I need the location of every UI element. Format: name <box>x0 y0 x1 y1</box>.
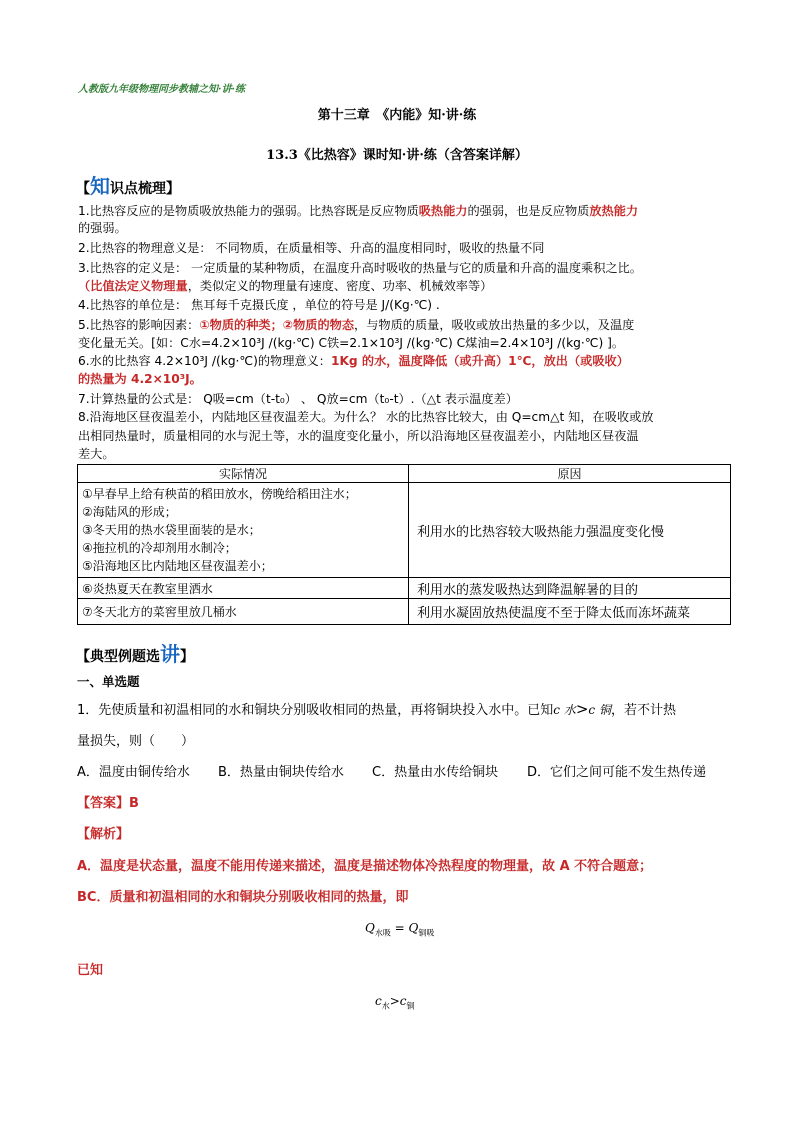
option-b: B．热量由铜块传给水 <box>218 765 344 780</box>
kp-line-4: 4.比热容的单位是： 焦耳每千克摄氏度 ，单位的符号是 J/(Kg·℃) . <box>78 298 440 312</box>
explanation-table <box>77 464 731 625</box>
kp-line-3: 3.比热容的定义是： 一定质量的某种物质，在温度升高时吸收的热量与它的质量和升高的温度乘积之比。 <box>78 261 642 275</box>
case-item: ③冬天用的热水袋里面装的是水； <box>82 523 261 537</box>
kp-line-5b: 变化量无关。[如：C水=4.2×10³J /(kg·℃) C铁=2.1×10³J /(kg·℃) C煤油=2.4×10³J /(kg·℃) ]。 <box>78 336 625 350</box>
knowledge-section-title: 【知识点梳理】 <box>76 174 180 198</box>
case-item: ④拖拉机的冷却剂用水制冷； <box>82 541 237 555</box>
question-1-line-1: 1．先使质量和初温相同的水和铜块分别吸收相同的热量，再将铜块投入水中。已知c 水>c 铜，若不计热 <box>77 700 676 718</box>
table-cell-case: ⑥炎热夏天在教室里洒水 <box>78 578 409 599</box>
answer-label: 【答案】B <box>77 796 139 811</box>
header-tag: 人教版九年级物理同步教辅之知·讲·练 <box>78 84 245 95</box>
kp-line-8b: 出相同热量时，质量相同的水与泥土等，水的温度变化量小，所以沿海地区昼夜温差小，内陆地区昼夜温 <box>78 429 639 443</box>
kp-line-1b: 的强弱。 <box>78 221 127 235</box>
chapter-title: 第十三章 《内能》知·讲·练 <box>317 108 477 123</box>
table-cell-cases <box>78 483 409 578</box>
lesson-title: 13.3《比热容》课时知·讲·练（含答案详解） <box>266 148 528 163</box>
analysis-a: A．温度是状态量，温度不能用传递来描述，温度是描述物体冷热程度的物理量，故 A 不符合题意； <box>77 859 653 874</box>
table-cell-reason: 利用水凝固放热使温度不至于降太低而冻坏蔬菜 <box>409 599 731 625</box>
table-cell-reason: 利用水的比热容较大吸热能力强温度变化慢 <box>409 483 731 578</box>
kp-line-6b: 的热量为 4.2×10³J。 <box>78 372 202 386</box>
option-a: A．温度由铜传给水 <box>77 765 190 780</box>
kp-line-8c: 差大。 <box>78 447 115 461</box>
case-item: ②海陆风的形成； <box>82 505 177 519</box>
table-cell-case: ⑦冬天北方的菜窖里放几桶水 <box>78 599 409 625</box>
table-row <box>78 599 731 625</box>
kp-line-8a: 8.沿海地区昼夜温差小，内陆地区昼夜温差大。为什么？ 水的比热容比较大，由 Q=cm△t 知，在吸收或放 <box>78 410 654 424</box>
question-1-line-2: 量损失，则（ ） <box>77 734 195 749</box>
case-item: ⑤沿海地区比内陆地区昼夜温差小； <box>82 559 273 573</box>
equation-specific-heat: $c_水>c_铜$ <box>375 994 415 1011</box>
option-c: C．热量由水传给铜块 <box>372 765 499 780</box>
table-header-row <box>78 465 731 483</box>
case-item: ①早春早上给有秧苗的稻田放水，傍晚给稻田注水； <box>82 487 357 501</box>
table-row <box>78 578 731 599</box>
table-header-cell: 原因 <box>409 465 731 483</box>
examples-section-title: 【典型例题选讲】 <box>76 642 194 666</box>
kp-line-3b: （比值法定义物理量，类似定义的物理量有速度、密度、功率、机械效率等） <box>78 279 493 293</box>
table-cell-reason: 利用水的蒸发吸热达到降温解暑的目的 <box>409 578 731 599</box>
kp-line-5: 5.比热容的影响因素：①物质的种类；②物质的物态，与物质的质量，吸收或放出热量的多少以，及温度 <box>78 318 635 332</box>
kp-line-7: 7.计算热量的公式是： Q吸=cm（t-t₀） 、 Q放=cm（t₀-t）.（△t 表示温度差） <box>78 392 518 406</box>
analysis-bc: BC．质量和初温相同的水和铜块分别吸收相同的热量，即 <box>77 890 409 905</box>
known-label: 已知 <box>77 963 104 978</box>
section-heading: 一、单选题 <box>77 674 140 689</box>
kp-line-1: 1.比热容反应的是物质吸放热能力的强弱。比热容既是反应物质吸热能力的强弱，也是反应物质放热能力 <box>78 204 639 218</box>
kp-line-6: 6.水的比热容 4.2×10³J /(kg·℃)的物理意义：1Kg 的水，温度降低（或升高）1℃，放出（或吸收） <box>78 354 629 368</box>
table-row <box>78 483 731 578</box>
option-d: D．它们之间可能不发生热传递 <box>527 765 707 780</box>
kp-line-2: 2.比热容的物理意义是： 不同物质，在质量相等、升高的温度相同时，吸收的热量不同 <box>78 241 545 255</box>
equation-heat-equal: $Q_{水吸} = Q_{铜吸}$ <box>365 921 435 938</box>
table-header-cell: 实际情况 <box>78 465 409 483</box>
analysis-label: 【解析】 <box>77 827 130 842</box>
